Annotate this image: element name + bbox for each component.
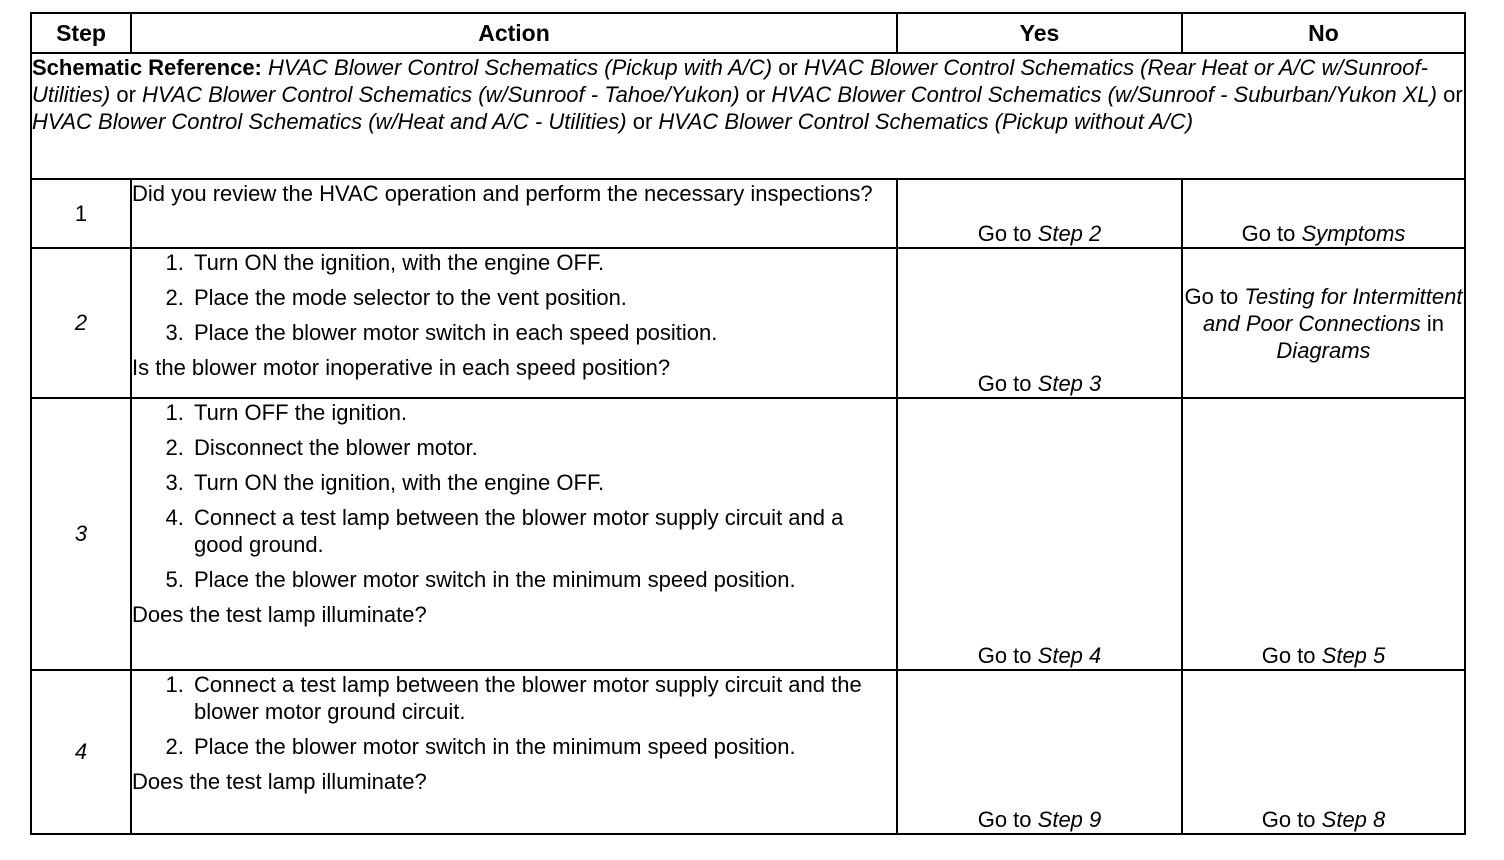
step-number: 2: [31, 248, 131, 398]
table-row: [31, 248, 1465, 398]
goto-text: Go to: [1241, 221, 1296, 246]
goto-text: Go to: [1261, 643, 1316, 668]
or-text: or: [778, 55, 798, 80]
no-cell: [1182, 248, 1465, 398]
schematic-ref-3: HVAC Blower Control Schematics (w/Sunroof - Tahoe/Yukon): [142, 82, 740, 107]
header-yes: Yes: [897, 13, 1182, 53]
header-step: Step: [31, 13, 131, 53]
step-question: Does the test lamp illuminate?: [132, 769, 427, 794]
table-row: [31, 179, 1465, 248]
schematic-reference-row: [31, 53, 1465, 179]
in-text: in: [1426, 310, 1444, 336]
goto-text: Go to: [1184, 283, 1239, 309]
diagnostic-table: [30, 12, 1466, 835]
schematic-reference: [31, 53, 1465, 179]
schematic-ref-6: HVAC Blower Control Schematics (Pickup without A/C): [658, 109, 1194, 134]
schematic-ref-4: HVAC Blower Control Schematics (w/Sunroof - Suburban/Yukon XL): [771, 82, 1437, 107]
yes-target: Step 9: [1037, 807, 1102, 832]
action-list: [132, 249, 896, 346]
step-number: 1: [31, 179, 131, 248]
no-target: Step 5: [1321, 643, 1386, 668]
schematic-ref-2: HVAC Blower Control Schematics (Rear Heat or A/C w/Sunroof- Utilities): [32, 55, 1428, 107]
header-no: No: [1182, 13, 1465, 53]
yes-cell: [897, 179, 1182, 248]
goto-text: Go to: [977, 221, 1032, 246]
step-question: Is the blower motor inoperative in each speed position?: [132, 355, 671, 380]
action-item: 2. Place the mode selector to the vent position.: [190, 284, 896, 311]
goto-text: Go to: [977, 807, 1032, 832]
goto-text: Go to: [977, 643, 1032, 668]
yes-cell: [897, 248, 1182, 398]
yes-target: Step 3: [1037, 371, 1102, 396]
action-item: 4. Connect a test lamp between the blower motor supply circuit and a good ground.: [190, 504, 896, 558]
step-number: 4: [31, 670, 131, 834]
yes-target: Step 4: [1037, 643, 1102, 668]
goto-text: Go to: [977, 371, 1032, 396]
step-question: Does the test lamp illuminate?: [132, 602, 427, 627]
no-cell: [1182, 179, 1465, 248]
yes-target: Step 2: [1037, 221, 1102, 246]
or-text: or: [745, 82, 766, 107]
action-list: [132, 399, 896, 593]
table-row: [31, 670, 1465, 834]
step-action: [131, 398, 897, 670]
step-action: [131, 670, 897, 834]
no-target: Symptoms: [1301, 221, 1406, 246]
table-row: [31, 398, 1465, 670]
no-target: Testing for Intermittent and Poor Connections: [1203, 283, 1463, 336]
step-question: Did you review the HVAC operation and perform the necessary inspections?: [132, 181, 873, 206]
no-doc: Diagrams: [1276, 337, 1371, 363]
step-number: 3: [31, 398, 131, 670]
action-item: 2. Disconnect the blower motor.: [190, 434, 896, 461]
yes-cell: [897, 398, 1182, 670]
no-cell: [1182, 670, 1465, 834]
yes-cell: [897, 670, 1182, 834]
no-target: Step 8: [1321, 807, 1386, 832]
or-text: or: [1443, 82, 1463, 107]
goto-text: Go to: [1261, 807, 1316, 832]
no-cell: [1182, 398, 1465, 670]
or-text: or: [632, 109, 653, 134]
action-item: 1. Turn ON the ignition, with the engine OFF.: [190, 249, 896, 276]
action-list: [132, 671, 896, 760]
action-item: 1. Connect a test lamp between the blower motor supply circuit and the blower motor ground circuit.: [190, 671, 896, 725]
header-row: [31, 13, 1465, 53]
or-text: or: [116, 82, 136, 107]
step-action: [131, 179, 897, 248]
action-item: 2. Place the blower motor switch in the minimum speed position.: [190, 733, 896, 760]
schematic-ref-1: HVAC Blower Control Schematics (Pickup with A/C): [268, 55, 773, 80]
action-item: 5. Place the blower motor switch in the minimum speed position.: [190, 566, 896, 593]
schematic-ref-5: HVAC Blower Control Schematics (w/Heat and A/C - Utilities): [32, 109, 627, 134]
action-item: 3. Turn ON the ignition, with the engine OFF.: [190, 469, 896, 496]
header-action: Action: [131, 13, 897, 53]
step-action: [131, 248, 897, 398]
action-item: 3. Place the blower motor switch in each speed position.: [190, 319, 896, 346]
schematic-label: Schematic Reference:: [32, 55, 262, 80]
action-item: 1. Turn OFF the ignition.: [190, 399, 896, 426]
